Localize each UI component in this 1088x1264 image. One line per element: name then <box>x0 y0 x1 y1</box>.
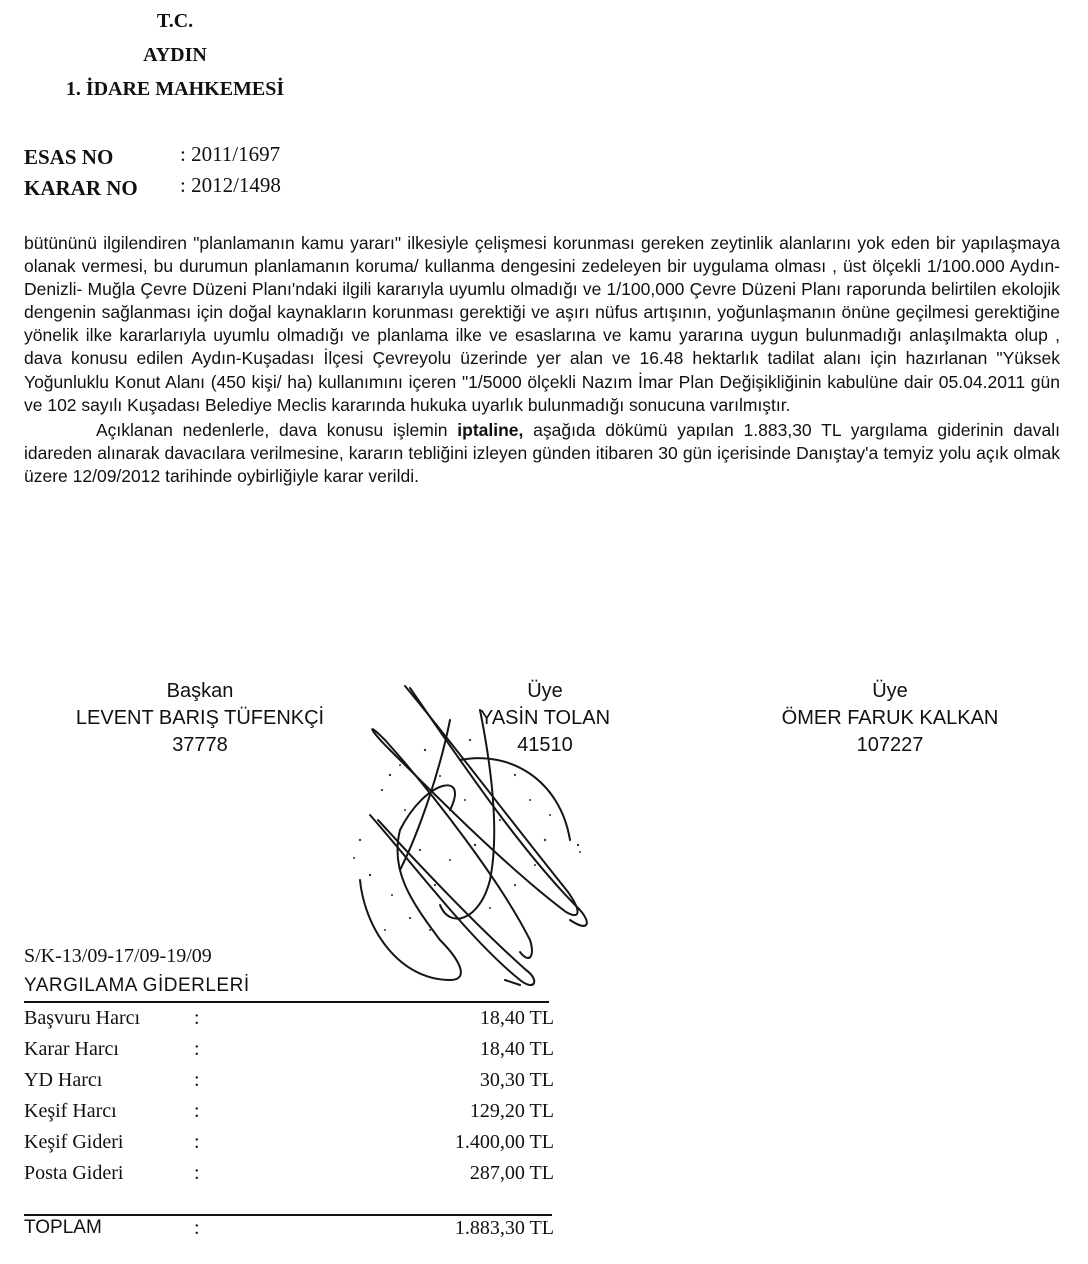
cost-amount: 18,40 TL <box>479 1007 554 1029</box>
cost-row <box>24 1069 554 1100</box>
esas-value: : 2011/1697 <box>180 142 281 166</box>
cost-row <box>24 1038 554 1069</box>
reasoning-paragraph: bütününü ilgilendiren "planlamanın kamu yararı" ilkesiyle çelişmesi korunması gereken zeytinlik alanlarını yok eden bir yapılaşmaya olanak vermesi, bu durumun planlamanın koruma/ kullanma dengesini zedeleyen bir uygulama olması , üst ölçekli 1/100.000 Aydın- Denizli- Muğla Çevre Düzeni Planı'ndaki ilgili kararıyla uyumlu olmadığı ve 1/100,000 Çevre Düzeni Planı raporunda belirtilen ekolojik dengenin sağlanması için doğal kaynakların korunması gerektiği ve aşırı nüfus artışının, yoğunlaşmanın önüne geçilmesi gerektiğine yönelik ilke kararlarıyla uyumlu olmadığı ve planlama ilke ve esaslarına ve kamu yararına uygun bulunmadığı anlaşılmakta olup , dava konusu edilen Aydın-Kuşadası İlçesi Çevreyolu üzerinde yer alan ve 16.48 hektarlık tadilat alanı için hazırlanan "Yüksek Yoğunluklu Konut Alanı (450 kişi/ ha) kullanımını içeren "1/5000 ölçekli Nazım İmar Plan Değişikliğinin kabulüne dair 05.04.2011 gün ve 102 sayılı Kuşadası Belediye Meclis kararında hukuka uyarlık bulunmadığı sonucuna varılmıştır. <box>24 233 1060 415</box>
court-country: T.C. <box>156 10 194 32</box>
signature-name: ÖMER FARUK KALKAN <box>781 707 999 729</box>
total-row <box>24 1217 554 1248</box>
cost-colon: : <box>194 1100 200 1122</box>
decision-text <box>24 232 1060 488</box>
esas-label: ESAS NO <box>24 145 114 169</box>
signature-role: Başkan <box>166 680 234 702</box>
karar-label: KARAR NO <box>24 176 138 200</box>
total-separator <box>24 1214 552 1216</box>
cost-label: YD Harcı <box>24 1069 103 1091</box>
court-name: 1. İDARE MAHKEMESİ <box>65 78 285 100</box>
signature-name: LEVENT BARIŞ TÜFENKÇİ <box>75 707 325 729</box>
cost-label: Keşif Gideri <box>24 1131 124 1153</box>
cost-amount: 287,00 TL <box>469 1162 554 1184</box>
cost-amount: 129,20 TL <box>469 1100 554 1122</box>
costs-title-underline <box>24 1001 549 1003</box>
case-reference: S/K-13/09-17/09-19/09 <box>24 945 212 967</box>
ruling-bold-word: iptaline, <box>457 419 524 440</box>
cost-amount: 1.400,00 TL <box>454 1131 554 1153</box>
cost-label: Keşif Harcı <box>24 1100 117 1122</box>
court-city: AYDIN <box>143 44 207 66</box>
cost-colon: : <box>194 1162 200 1184</box>
ruling-text-start: Açıklanan nedenlerle, dava konusu işlemin <box>96 419 458 440</box>
handwritten-signature <box>330 680 610 1010</box>
cost-label: Posta Gideri <box>24 1162 124 1184</box>
signature-number: 37778 <box>172 734 228 756</box>
total-label: TOPLAM <box>24 1217 102 1238</box>
signature-member-2 <box>730 678 1050 759</box>
costs-title: YARGILAMA GİDERLERİ <box>24 975 250 996</box>
signature-role: Üye <box>872 680 908 702</box>
cost-colon: : <box>194 1131 200 1153</box>
cost-colon: : <box>194 1069 200 1091</box>
signature-number: 107227 <box>856 734 924 756</box>
cost-colon: : <box>194 1038 200 1060</box>
ruling-paragraph <box>24 419 1060 488</box>
cost-label: Başvuru Harcı <box>24 1007 141 1029</box>
cost-amount: 30,30 TL <box>479 1069 554 1091</box>
cost-row <box>24 1100 554 1131</box>
cost-amount: 18,40 TL <box>479 1038 554 1060</box>
total-colon: : <box>194 1217 200 1239</box>
cost-label: Karar Harcı <box>24 1038 119 1060</box>
total-amount: 1.883,30 TL <box>454 1217 554 1239</box>
cost-row <box>24 1162 554 1193</box>
signature-president <box>40 678 360 759</box>
cost-row <box>24 1131 554 1162</box>
signature-role: Üye <box>527 680 563 702</box>
signature-number: 41510 <box>517 734 573 756</box>
ruling-text-end: aşağıda dökümü yapılan 1.883,30 TL yargılama giderinin davalı idareden alınarak davacılara verilmesine, kararın tebliğini izleyen günden itibaren 30 gün içerisinde Danıştay'a temyiz yolu açık olmak üzere 12/09/2012 tarihinde oybirliğiyle karar verildi. <box>24 419 1060 486</box>
cost-row <box>24 1007 554 1038</box>
cost-colon: : <box>194 1007 200 1029</box>
signature-name: YASİN TOLAN <box>479 707 611 729</box>
karar-value: : 2012/1498 <box>180 173 281 197</box>
